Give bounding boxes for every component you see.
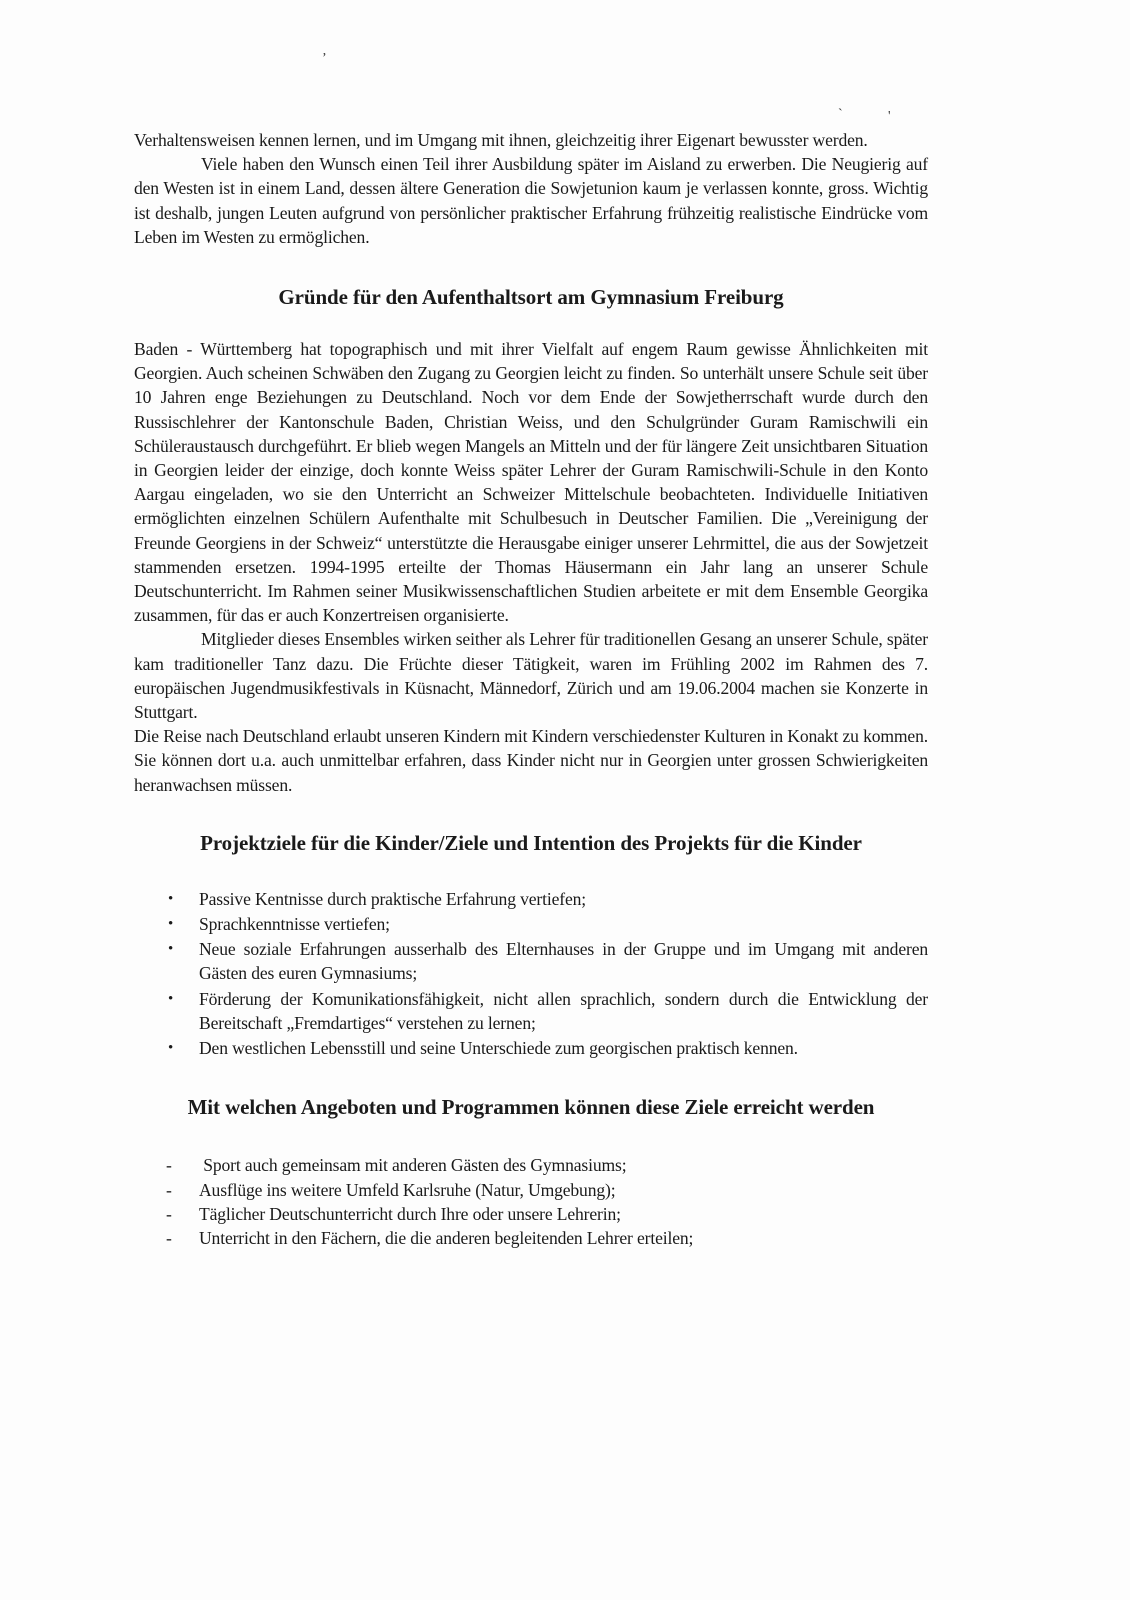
- intro-paragraph-1: Verhaltensweisen kennen lernen, und im Umgang mit ihnen, gleichzeitig ihrer Eigenart bewusster werden.: [134, 130, 868, 150]
- goals-list: [134, 887, 928, 1060]
- goals-list-item: • Passive Kentnisse durch praktische Erfahrung vertiefen;: [134, 887, 928, 911]
- reasons-paragraph-1: Baden - Württemberg hat topographisch und mit ihrer Vielfalt auf engem Raum gewisse Ähnlichkeiten mit Georgien. Auch scheinen Schwäben den Zugang zu Georgien leicht zu finden. So unterhält unsere Schule seit über 10 Jahren enge Beziehungen zu Deutschland. Noch vor dem Ende der Sowjetherrschaft wurde durch den Russischlehrer der Kantonschule Baden, Christian Weiss, und den Schulgründer Guram Ramischwili ein Schüleraustausch durchgeführt. Er blieb wegen Mangels an Mitteln und der für längere Zeit unsichtbaren Situation in Georgien leider der einzige, doch konnte Weiss später Lehrer der Guram Ramischwili-Schule in den Konto Aargau eingeladen, wo sie den Unterricht an Schweizer Mittelschule beobachteten. Individuelle Initiativen ermöglichten einzelnen Schülern Aufenthalte mit Schulbesuch in Deutscher Familien. Die „Vereinigung der Freunde Georgiens in der Schweiz“ unterstützte die Herausgabe einiger unserer Lehrmittel, die aus der Sowjetzeit stammenden ersetzen. 1994-1995 erteilte der Thomas Häusermann ein Jahr lang an unserer Schule Deutschunterricht. Im Rahmen seiner Musikwissenschaftlichen Studien arbeitete er mit dem Ensemble Georgika zusammen, für das er auch Konzertreisen organisierte.: [134, 339, 928, 626]
- scan-artifact-mark: ʼ: [322, 51, 327, 66]
- dash-icon: -: [166, 1227, 172, 1248]
- reasons-paragraph-3: Die Reise nach Deutschland erlaubt unseren Kindern mit Kindern verschiedenster Kulturen in Konakt zu kommen. Sie können dort u.a. auch unmittelbar erfahren, dass Kinder nicht nur in Georgien unter grossen Schwierigkeiten heranwachsen müssen.: [134, 726, 928, 795]
- bullet-icon: •: [168, 1040, 174, 1057]
- bullet-icon: •: [168, 941, 174, 958]
- dash-icon: -: [166, 1179, 172, 1200]
- heading-reasons: Gründe für den Aufenthaltsort am Gymnasium Freiburg: [278, 285, 784, 310]
- goals-list-item: • Neue soziale Erfahrungen ausserhalb des Elternhauses in der Gruppe und im Umgang mit anderen Gästen des euren Gymnasiums;: [168, 939, 928, 984]
- offers-list-item: - Sport auch gemeinsam mit anderen Gästen des Gymnasiums;: [134, 1153, 928, 1177]
- bullet-icon: •: [168, 990, 174, 1007]
- bullet-icon: •: [168, 916, 174, 933]
- dash-icon: -: [166, 1155, 172, 1176]
- document-body: [134, 128, 928, 1250]
- goals-list-item: • Förderung der Komunikationsfähigkeit, nicht allen sprachlich, sondern durch die Entwicklung der Bereitschaft „Fremdartiges“ verstehen zu lernen;: [168, 988, 928, 1033]
- bullet-icon: •: [168, 890, 174, 907]
- reasons-paragraph-2: Mitglieder dieses Ensembles wirken seither als Lehrer für traditionellen Gesang an unserer Schule, später kam traditioneller Tanz dazu. Die Früchte dieser Tätigkeit, waren im Frühling 2002 im Rahmen des 7. europäischen Jugendmusikfestivals in Küsnacht, Männedorf, Zürich und am 19.06.2004 machen sie Konzerte in Stuttgart.: [134, 629, 928, 723]
- heading-project-goals: Projektziele für die Kinder/Ziele und Intention des Projekts für die Kinder: [200, 830, 862, 855]
- goals-list-item: • Sprachkenntnisse vertiefen;: [134, 912, 928, 936]
- offers-list: [134, 1153, 928, 1250]
- offers-list-item: - Unterricht in den Fächern, die die anderen begleitenden Lehrer erteilen;: [134, 1226, 928, 1250]
- offers-list-item: - Täglicher Deutschunterricht durch Ihre oder unsere Lehrerin;: [134, 1202, 928, 1226]
- scan-artifact-mark: ': [888, 109, 891, 124]
- scan-artifact-mark: `: [838, 107, 843, 122]
- intro-paragraph-2: Viele haben den Wunsch einen Teil ihrer Ausbildung später im Aisland zu erwerben. Die Neugierig auf den Westen ist in einem Land, dessen ältere Generation die Sowjetunion kaum je verlassen konnte, gross. Wichtig ist deshalb, jungen Leuten aufgrund von persönlicher praktischer Erfahrung frühzeitig realistische Eindrücke vom Leben im Westen zu ermöglichen.: [134, 154, 928, 247]
- heading-offers-programs: Mit welchen Angeboten und Programmen können diese Ziele erreicht werden: [187, 1095, 875, 1120]
- offers-list-item: - Ausflüge ins weitere Umfeld Karlsruhe (Natur, Umgebung);: [134, 1178, 928, 1202]
- dash-icon: -: [166, 1203, 172, 1224]
- goals-list-item: • Den westlichen Lebensstill und seine Unterschiede zum georgischen praktisch kennen.: [134, 1036, 928, 1060]
